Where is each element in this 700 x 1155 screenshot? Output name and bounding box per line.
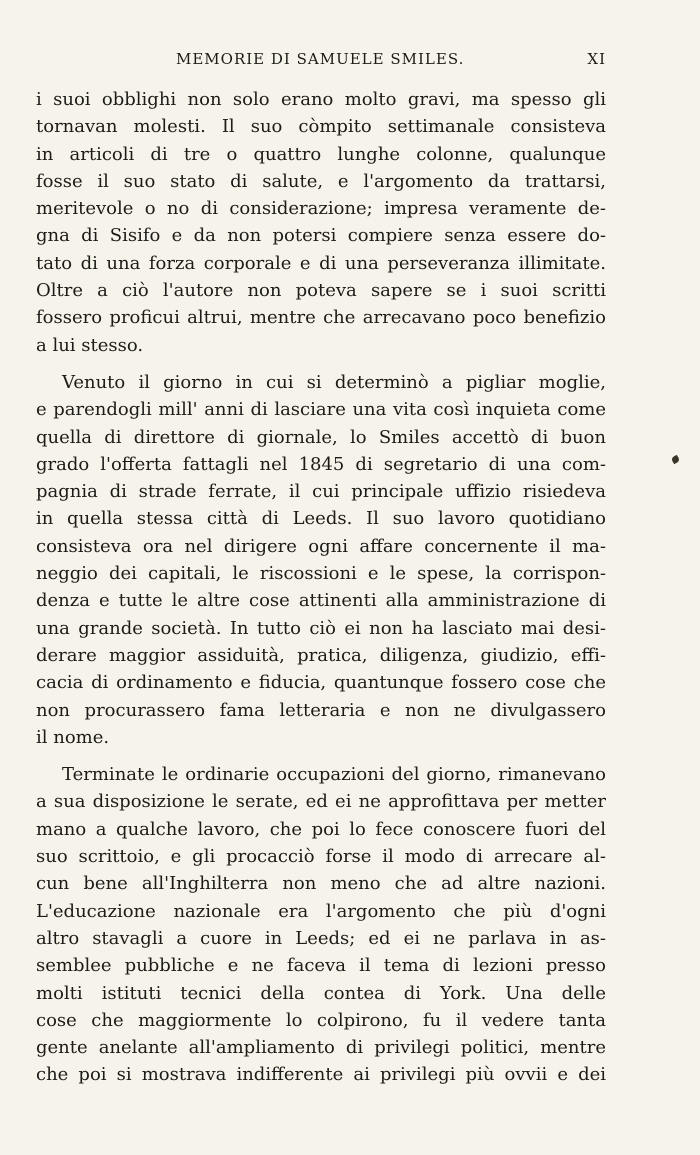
text-line: gente anelante all'ampliamento di privilegi politici, mentre bbox=[36, 1037, 606, 1059]
text-line: quella di direttore di giornale, lo Smiles accettò di buon bbox=[36, 426, 606, 448]
text-line: in quella stessa città di Leeds. Il suo lavoro quotidiano bbox=[36, 508, 606, 530]
ink-mark bbox=[671, 455, 681, 465]
text-line: cun bene all'Inghilterra non meno che ad altre nazioni. bbox=[36, 873, 606, 895]
text-line: mano a qualche lavoro, che poi lo fece conoscere fuori del bbox=[36, 818, 606, 840]
text-line: in articoli di tre o quattro lunghe colonne, qualunque bbox=[36, 143, 606, 165]
text-line: L'educazione nazionale era l'argomento che più d'ogni bbox=[36, 900, 606, 922]
text-line: suo scrittoio, e gli procacciò forse il modo di arrecare al- bbox=[36, 846, 606, 868]
text-line: Venuto il giorno in cui si determinò a pigliar moglie, bbox=[62, 371, 606, 393]
text-line: a sua disposizione le serate, ed ei ne approfittava per metter bbox=[36, 791, 606, 813]
text-line: gna di Sisifo e da non potersi compiere senza essere do- bbox=[36, 225, 606, 247]
text-line: fosse il suo stato di salute, e l'argomento da trattarsi, bbox=[36, 170, 606, 192]
text-line: consisteva ora nel dirigere ogni affare concernente il ma- bbox=[36, 535, 606, 557]
text-line: denza e tutte le altre cose attinenti alla amministrazione di bbox=[36, 590, 606, 612]
paragraph-gap bbox=[36, 359, 606, 369]
text-line: non procurassero fama letteraria e non ne divulgassero bbox=[36, 699, 606, 721]
text-line: molti istituti tecnici della contea di York. Una delle bbox=[36, 982, 606, 1004]
text-line: derare maggior assiduità, pratica, diligenza, giudizio, effi- bbox=[36, 644, 606, 666]
text-line: e parendogli mill' anni di lasciare una vita così inquieta come bbox=[36, 399, 606, 421]
text-line: grado l'offerta fattagli nel 1845 di segretario di una com- bbox=[36, 453, 606, 475]
text-line: tato di una forza corporale e di una perseveranza illimitate. bbox=[36, 252, 606, 274]
text-line: a lui stesso. bbox=[36, 334, 144, 356]
paragraph-3 bbox=[36, 761, 606, 1089]
text-line: Terminate le ordinarie occupazioni del giorno, rimanevano bbox=[62, 764, 606, 786]
text-line: neggio dei capitali, le riscossioni e le spese, la corrispon- bbox=[36, 563, 606, 585]
text-line: Oltre a ciò l'autore non poteva sapere se i suoi scritti bbox=[36, 280, 606, 302]
text-line: semblee pubbliche e ne faceva il tema di lezioni presso bbox=[36, 955, 606, 977]
text-line: altro stavagli a cuore in Leeds; ed ei ne parlava in as- bbox=[36, 927, 606, 949]
paragraph-1 bbox=[36, 86, 606, 359]
page-header bbox=[36, 50, 606, 74]
text-line: meritevole o no di considerazione; impresa veramente de- bbox=[36, 198, 606, 220]
text-line: i suoi obblighi non solo erano molto gravi, ma spesso gli bbox=[36, 89, 606, 110]
text-line: cose che maggiormente lo colpirono, fu il vedere tanta bbox=[36, 1009, 606, 1031]
text-line: tornavan molesti. Il suo còmpito settimanale consisteva bbox=[36, 116, 606, 138]
body-text bbox=[36, 86, 606, 1089]
paragraph-gap bbox=[36, 751, 606, 761]
text-line: il nome. bbox=[36, 726, 110, 748]
text-line: che poi si mostrava indifferente ai privilegi più ovvii e dei bbox=[36, 1064, 606, 1086]
paragraph-2 bbox=[36, 369, 606, 751]
running-title: MEMORIE DI SAMUELE SMILES. bbox=[176, 50, 465, 68]
page-number: XI bbox=[587, 50, 606, 68]
text-line: fossero proficui altrui, mentre che arrecavano poco benefizio bbox=[36, 307, 606, 329]
text-line: una grande società. In tutto ciò ei non ha lasciato mai desi- bbox=[36, 617, 606, 639]
text-line: cacia di ordinamento e fiducia, quantunque fossero cose che bbox=[36, 672, 606, 694]
text-line: pagnia di strade ferrate, il cui principale uffizio risiedeva bbox=[36, 481, 606, 503]
